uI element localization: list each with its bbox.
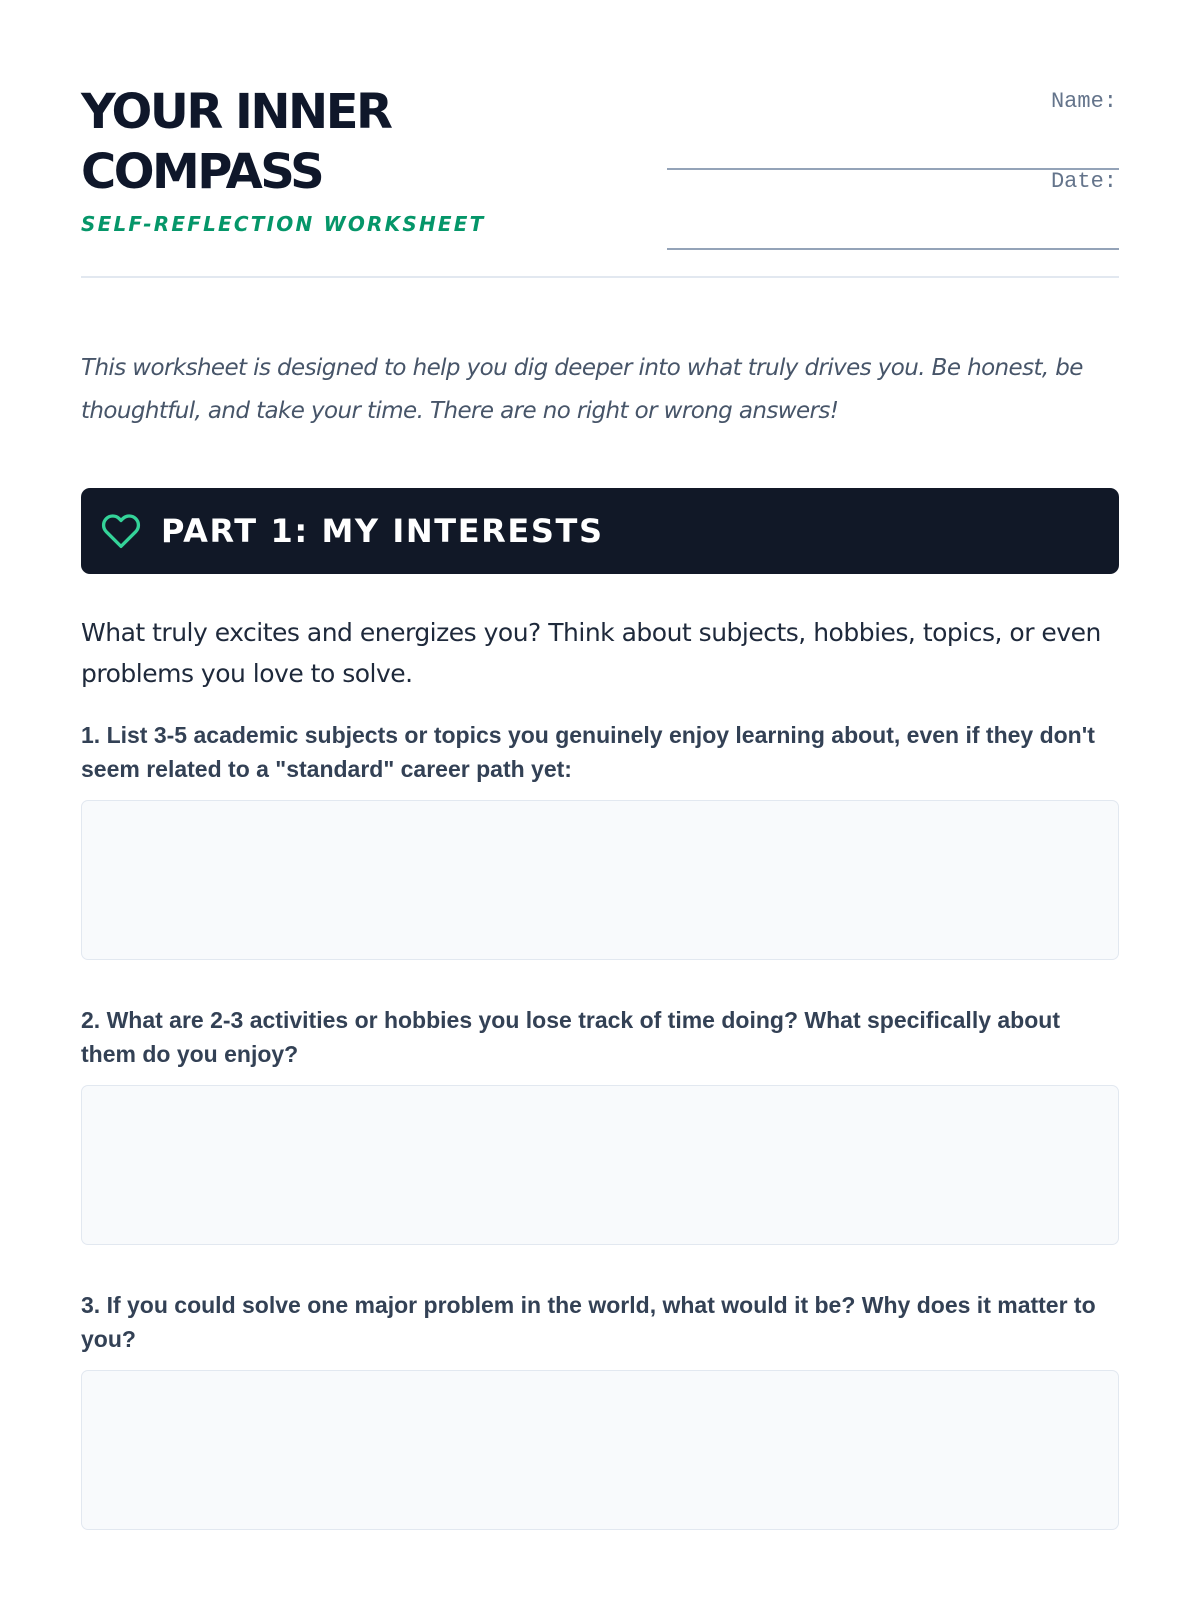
answer-box-3[interactable] (81, 1370, 1119, 1530)
answer-box-2[interactable] (81, 1085, 1119, 1245)
question-2 (81, 1003, 1119, 1245)
section-description: What truly excites and energizes you? Think about subjects, hobbies, topics, or even problems you love to solve. (81, 618, 1101, 688)
worksheet-title (81, 82, 601, 202)
worksheet-header (81, 82, 1119, 278)
intro-text: This worksheet is designed to help you dig deeper into what truly drives you. Be honest, be thoughtful, and take your time. There are no right or wrong answers! (81, 355, 1083, 424)
question-3 (81, 1288, 1119, 1530)
heart-icon (101, 511, 141, 551)
name-label: Name: (1050, 89, 1117, 114)
question-1 (81, 718, 1119, 960)
answer-box-1[interactable] (81, 800, 1119, 960)
name-field[interactable] (667, 90, 1119, 170)
worksheet-subtitle: SELF-REFLECTION WORKSHEET (81, 212, 486, 236)
meta-fields (667, 90, 1119, 250)
question-text: 2. What are 2-3 activities or hobbies you lose track of time doing? What specifically about them do you enjoy? (81, 1007, 1060, 1067)
title-block (81, 82, 601, 236)
title-line-2: COMPASS (81, 144, 323, 200)
title-line-1: YOUR INNER (81, 84, 391, 140)
date-field[interactable] (667, 170, 1119, 250)
question-text: 1. List 3-5 academic subjects or topics you genuinely enjoy learning about, even if they don't seem related to a "standard" career path yet: (81, 722, 1095, 782)
question-text: 3. If you could solve one major problem in the world, what would it be? Why does it matter to you? (81, 1292, 1096, 1352)
section-title: PART 1: MY INTERESTS (161, 512, 604, 550)
date-label: Date: (1050, 169, 1117, 194)
section-banner-interests (81, 488, 1119, 574)
